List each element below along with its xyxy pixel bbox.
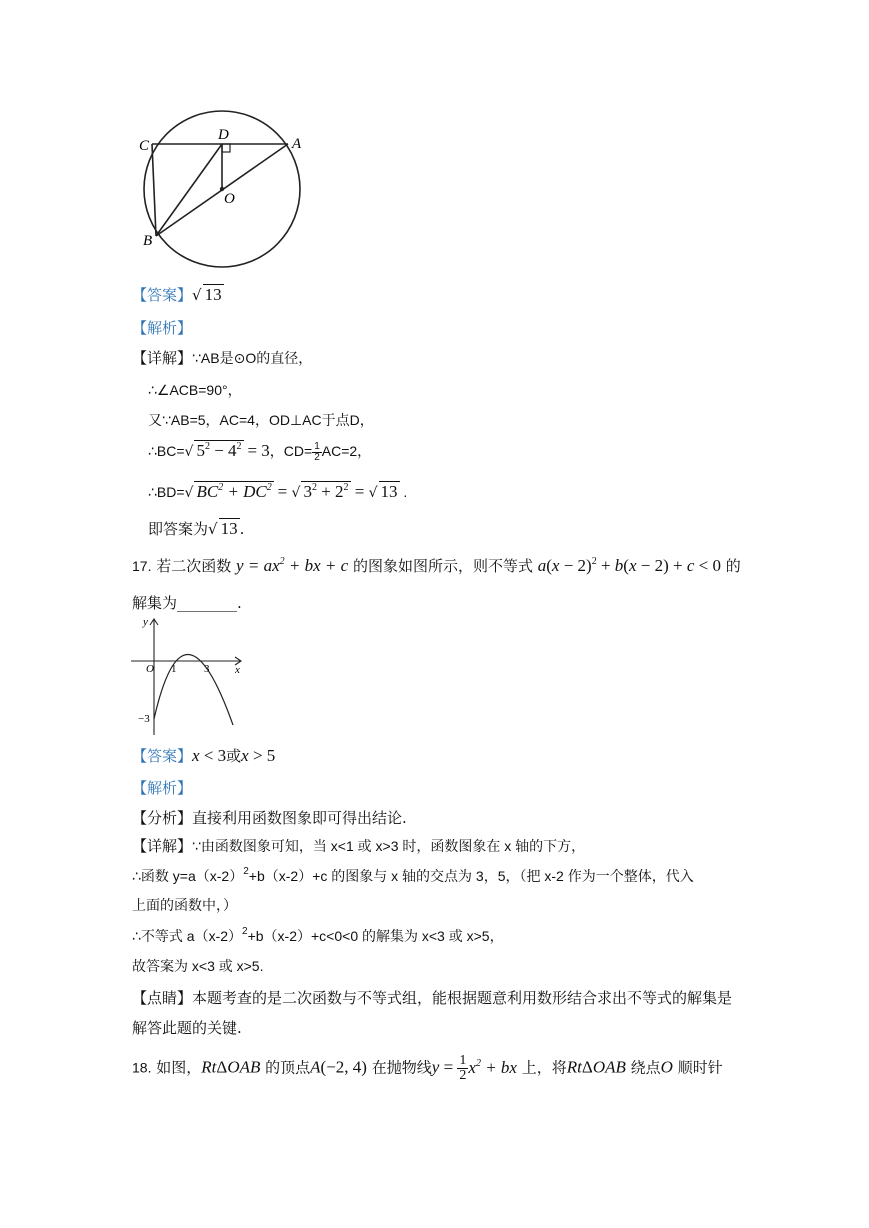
q16-answer: 【答案】√ 13 bbox=[132, 285, 222, 304]
q17-dianjing-1: 【点睛】本题考查的是二次函数与不等式组，能根据题意利用数形结合求出不等式的解集是 bbox=[132, 989, 733, 1007]
origin-label: O bbox=[146, 663, 154, 675]
q17-detail-4: ∴不等式 $a(x-2)^2+b(x-2)+c<0<0$ 的解集为 x<3 或 x>5， bbox=[132, 926, 504, 944]
answer-value: 13 bbox=[204, 285, 222, 304]
parabola-graph bbox=[125, 613, 250, 738]
q17-stem-line-1: 17. 若二次函数 $y = ax^2$ + bx + c 的图象如图所示，则不等式 $a(x - 2)^2 + b(x - 2) + c < 0$ 的 bbox=[132, 556, 741, 575]
q18-stem-line-1: 18. 如图，RtΔOAB 的顶点A(−2, 4) 在抛物线y = $\frac{1}{2}$ $x^2$ + bx 上，将RtΔOAB 绕点O 顺时针 bbox=[132, 1053, 723, 1083]
answer-tag: 【答案】 bbox=[132, 286, 193, 304]
tick-3: 3 bbox=[204, 663, 210, 675]
analysis-tag: 【解析】 bbox=[132, 779, 193, 797]
tick-minus-3: −3 bbox=[138, 713, 150, 725]
segment-cb bbox=[152, 144, 156, 236]
right-angle-mark bbox=[222, 144, 230, 152]
q17-fenxi: 【分析】直接利用函数图象即可得出结论. bbox=[132, 809, 407, 827]
segment-bd bbox=[156, 144, 222, 236]
q16-detail-line-1: 【详解】∵AB是⊙O的直径， bbox=[132, 349, 313, 367]
q16-detail-line-3: 又∵AB=5，AC=4，OD⊥AC于点D， bbox=[148, 412, 374, 428]
q17-stem-line-2: 解集为________. bbox=[132, 594, 242, 612]
q16-detail-line-6: 即答案为√ 13 . bbox=[148, 519, 245, 538]
tick-1: 1 bbox=[171, 663, 177, 675]
q17-detail-5: 故答案为 x<3 或 x>5. bbox=[132, 958, 264, 974]
q17-dianjing-2: 解答此题的关键. bbox=[132, 1019, 242, 1037]
question-number: 18. bbox=[132, 1059, 152, 1076]
analysis-tag: 【解析】 bbox=[132, 319, 193, 337]
q17-answer: 【答案】x < 3或x > 5 bbox=[132, 746, 276, 765]
label-d: D bbox=[218, 127, 229, 143]
label-c: C bbox=[139, 138, 150, 154]
x-label: x bbox=[235, 664, 240, 676]
y-label: y bbox=[143, 616, 148, 628]
q17-detail-2: ∴函数 $y=a(x-2)^2+b(x-2)+c$ 的图象与 x 轴的交点为 3，5，（把 x-2 作为一个整体，代入 bbox=[132, 866, 694, 884]
question-number: 17. bbox=[132, 558, 152, 574]
q16-detail-line-4: ∴BC=√ $5^2 - 4^2 = 3$，CD= $\frac{1}{2}$ AC=2， bbox=[148, 440, 372, 463]
answer-tag: 【答案】 bbox=[132, 747, 193, 765]
label-o: O bbox=[224, 191, 235, 207]
label-b: B bbox=[143, 233, 153, 249]
detail-tag: 【详解】 bbox=[132, 349, 193, 367]
parabola-curve bbox=[154, 654, 233, 725]
label-a: A bbox=[292, 136, 302, 152]
q16-detail-line-5: ∴BD=√ $BC^2 + DC^2$ = √ $3^2 + 2^2$ = √ 13 . bbox=[148, 482, 408, 501]
q17-detail-3: 上面的函数中，） bbox=[132, 897, 237, 913]
circle-figure bbox=[130, 100, 310, 275]
q17-detail-1: 【详解】∵由函数图象可知，当 x<1 或 x>3 时，函数图象在 x 轴的下方， bbox=[132, 837, 586, 855]
q16-detail-line-2: ∴∠ACB=90°， bbox=[148, 382, 242, 398]
